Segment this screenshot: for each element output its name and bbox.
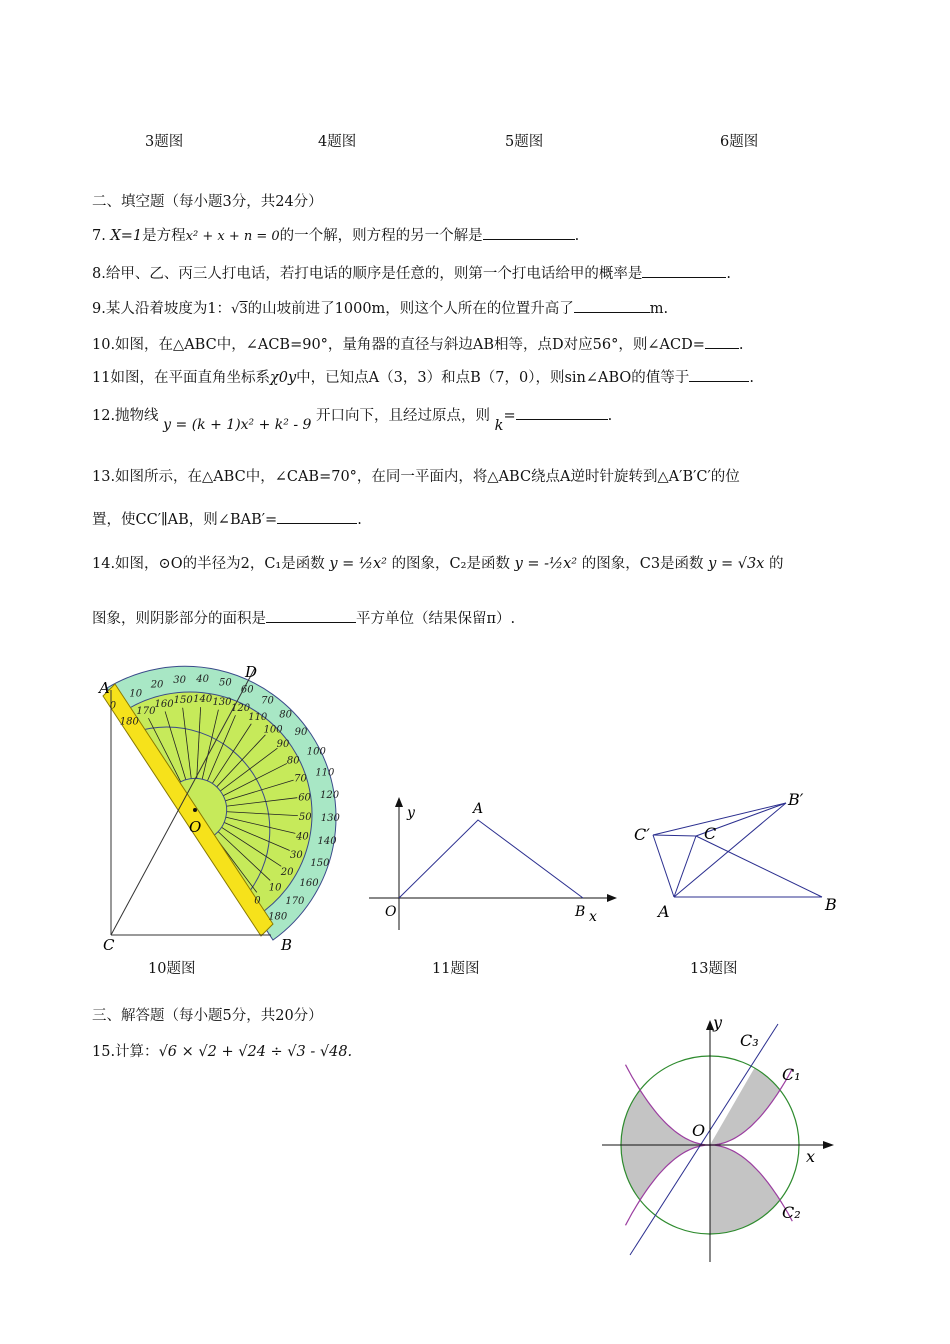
inner-tick-label: 20	[280, 867, 294, 879]
outer-tick-label: 130	[320, 813, 340, 825]
figure-14-circle-parabolas	[598, 1012, 843, 1267]
outer-tick-label: 120	[320, 790, 340, 802]
label-B: B	[281, 936, 293, 954]
caption-fig10: 10题图	[148, 961, 196, 977]
svg-text:C₁: C₁	[782, 1065, 801, 1084]
section2-title: 二、填空题（每小题3分，共24分）	[92, 194, 323, 210]
outer-tick-label: 180	[268, 911, 288, 923]
svg-text:x: x	[589, 909, 597, 925]
label-C: C	[103, 936, 115, 954]
outer-tick-label: 150	[310, 857, 330, 869]
outer-tick-label: 100	[306, 746, 326, 758]
section3-title: 三、解答题（每小题5分，共20分）	[92, 1008, 323, 1024]
outer-tick-label: 40	[196, 674, 209, 686]
inner-tick-label: 110	[248, 712, 268, 724]
svg-text:A: A	[658, 902, 670, 921]
outer-tick-label: 170	[285, 896, 305, 908]
question-12: 12.抛物线 y = (k + 1)x² + k² - 9 开口向下，且经过原点，则 k= .	[92, 404, 612, 425]
outer-tick-label: 50	[218, 677, 232, 689]
svg-text:B: B	[575, 904, 586, 920]
inner-tick-label: 100	[263, 724, 283, 736]
inner-tick-label: 40	[296, 831, 309, 843]
answer-blank	[574, 298, 650, 313]
figure-11-coordinate	[365, 795, 625, 940]
inner-tick-label: 140	[193, 694, 213, 706]
inner-tick-label: 120	[230, 703, 251, 715]
label-O: O	[189, 818, 202, 836]
outer-tick-label: 110	[315, 767, 335, 779]
question-11: 11如图，在平面直角坐标系χ0y中，已知点A（3，3）和点B（7，0），则sin∠ABO的值等于 .	[92, 366, 754, 387]
inner-tick-label: 80	[286, 755, 300, 767]
label-A: A	[99, 679, 110, 697]
inner-tick-label: 90	[276, 738, 290, 750]
caption-fig3: 3题图	[145, 134, 184, 150]
outer-tick-label: 0	[109, 700, 117, 712]
inner-tick-label: 150	[173, 694, 193, 706]
inner-tick-label: 170	[136, 706, 156, 718]
answer-blank	[705, 334, 739, 349]
svg-text:x: x	[806, 1147, 816, 1166]
outer-tick-label: 30	[173, 674, 186, 686]
caption-fig13: 13题图	[690, 961, 738, 977]
outer-tick-label: 90	[294, 726, 308, 738]
inner-tick-label: 160	[154, 698, 174, 710]
question-14-line2: 图象，则阴影部分的面积是 平方单位（结果保留π）.	[92, 607, 515, 628]
inner-tick-label: 60	[298, 792, 311, 804]
inner-tick-label: 10	[268, 882, 282, 894]
question-14-line1: 14.如图，⊙O的半径为2，C₁是函数 y = ½x² 的图象，C₂是函数 y = -½x² 的图象，C3是函数 y = √3x 的	[92, 556, 784, 572]
svg-text:B: B	[825, 895, 837, 914]
inner-tick-label: 30	[289, 849, 303, 861]
answer-blank	[266, 608, 356, 623]
question-8: 8.给甲、乙、丙三人打电话，若打电话的顺序是任意的，则第一个打电话给甲的概率是 .	[92, 262, 731, 283]
svg-text:y: y	[407, 805, 415, 821]
outer-tick-label: 10	[129, 688, 143, 700]
figure-10-protractor	[95, 660, 355, 960]
caption-fig4: 4题图	[318, 134, 357, 150]
outer-tick-label: 140	[317, 835, 337, 847]
svg-text:O: O	[692, 1121, 706, 1140]
question-13-line2: 置，使CC′∥AB，则∠BAB′= .	[92, 508, 362, 529]
svg-text:C₂: C₂	[782, 1203, 801, 1222]
answer-blank	[689, 367, 749, 382]
question-7: 7. X=1是方程x² + x + n = 0的一个解，则方程的另一个解是 .	[92, 224, 579, 245]
question-10: 10.如图，在△ABC中，∠ACB=90°，量角器的直径与斜边AB相等，点D对应56°，则∠ACD= .	[92, 333, 743, 354]
inner-tick-label: 180	[119, 716, 139, 728]
question-9: 9.某人沿着坡度为1：√3的山坡前进了1000m，则这个人所在的位置升高了 m.	[92, 297, 668, 318]
svg-text:C′: C′	[634, 825, 650, 844]
caption-fig5: 5题图	[505, 134, 544, 150]
svg-text:O: O	[385, 904, 397, 920]
question-15: 15.计算：√6 × √2 + √24 ÷ √3 - √48.	[92, 1044, 353, 1060]
inner-tick-label: 0	[254, 895, 261, 907]
outer-tick-label: 70	[261, 695, 274, 707]
svg-text:C₃: C₃	[740, 1031, 759, 1050]
outer-tick-label: 160	[299, 878, 319, 890]
label-D: D	[245, 663, 258, 681]
answer-blank	[483, 225, 575, 240]
svg-text:A: A	[473, 801, 484, 817]
caption-fig11: 11题图	[432, 961, 480, 977]
svg-text:y: y	[713, 1013, 723, 1032]
answer-blank	[277, 509, 357, 524]
inner-tick-label: 130	[212, 696, 232, 708]
svg-text:C: C	[704, 824, 717, 843]
answer-blank	[516, 405, 608, 420]
outer-tick-label: 60	[240, 684, 254, 696]
figure-13-rotation	[628, 785, 848, 925]
answer-blank	[642, 263, 726, 278]
question-13-line1: 13.如图所示，在△ABC中，∠CAB=70°，在同一平面内，将△ABC绕点A逆时针旋转到△A′B′C′的位	[92, 469, 740, 485]
outer-tick-label: 20	[150, 679, 164, 691]
caption-fig6: 6题图	[720, 134, 759, 150]
svg-text:B′: B′	[788, 790, 804, 809]
inner-tick-label: 50	[298, 812, 312, 824]
outer-tick-label: 80	[279, 709, 292, 721]
inner-tick-label: 70	[294, 773, 307, 785]
